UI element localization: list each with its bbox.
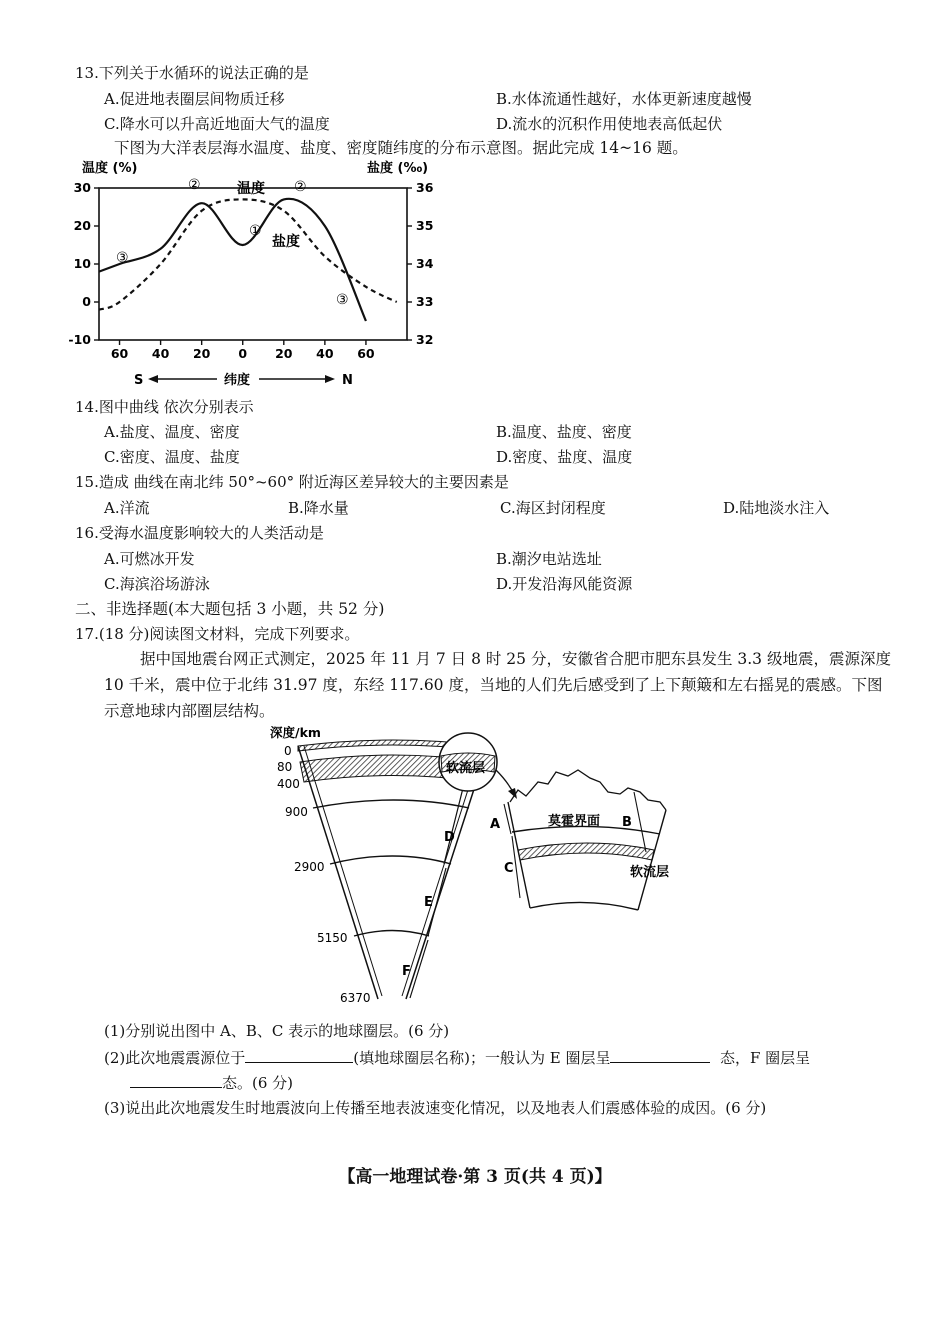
q14-option-a[interactable]: A.盐度、温度、密度 xyxy=(104,423,240,441)
marker-2-right: ② xyxy=(294,179,307,195)
right-tick-label: 36 xyxy=(416,180,434,195)
bracket-b-line xyxy=(634,792,646,852)
depth-400: 400 xyxy=(277,777,300,791)
depth-6370: 6370 xyxy=(340,991,371,1005)
marker-3-left: ③ xyxy=(116,250,129,266)
q17-sub2-part1: (2)此次地震震源位于 xyxy=(104,1049,246,1067)
depth-2900: 2900 xyxy=(294,860,325,874)
q17-sub2-part4: 态。(6 分) xyxy=(222,1074,294,1092)
q16-option-c[interactable]: C.海滨浴场游泳 xyxy=(104,575,210,593)
left-tick-label: -10 xyxy=(68,332,91,347)
letter-c: C xyxy=(504,861,514,876)
marker-3-right: ③ xyxy=(336,292,349,308)
earth-interior-diagram xyxy=(268,722,688,1012)
depth-80: 80 xyxy=(277,760,293,774)
q16-stem: 16.受海水温度影响较大的人类活动是 xyxy=(75,524,324,542)
right-tick-label: 32 xyxy=(416,332,434,347)
zoom-bottom-arc xyxy=(530,902,638,910)
right-axis-title: 盐度 (‰) xyxy=(367,161,429,176)
q13-option-b[interactable]: B.水体流通性越好，水体更新速度越慢 xyxy=(496,90,752,108)
q16-option-d[interactable]: D.开发沿海风能资源 xyxy=(496,575,633,593)
q17-stem: 17.(18 分)阅读图文材料，完成下列要求。 xyxy=(75,625,360,643)
q14-option-d[interactable]: D.密度、盐度、温度 xyxy=(496,448,633,466)
depth-900: 900 xyxy=(285,805,308,819)
q15-option-c[interactable]: C.海区封闭程度 xyxy=(500,499,606,517)
letter-b: B xyxy=(622,815,632,830)
q17-sub2-cont xyxy=(130,1072,293,1093)
q14-option-c[interactable]: C.密度、温度、盐度 xyxy=(104,448,240,466)
right-tick-label: 34 xyxy=(416,256,434,271)
zoom-asthenosphere-band xyxy=(518,843,654,860)
left-tick-label: 10 xyxy=(73,256,91,271)
boundary-2900 xyxy=(330,856,451,864)
left-tick-label: 30 xyxy=(73,180,91,195)
q14-option-b[interactable]: B.温度、盐度、密度 xyxy=(496,423,632,441)
bracket-f-line xyxy=(410,940,428,998)
x-label-n: N xyxy=(342,373,353,388)
label-asthenosphere: 软流层 xyxy=(446,761,486,776)
depth-5150: 5150 xyxy=(317,931,348,945)
section-2-heading: 二、非选择题(本大题包括 3 小题，共 52 分) xyxy=(75,600,385,618)
q13-option-c[interactable]: C.降水可以升高近地面大气的温度 xyxy=(104,115,330,133)
x-tick-label: 40 xyxy=(151,346,170,361)
q16-option-b[interactable]: B.潮汐电站选址 xyxy=(496,550,602,568)
arrow-left-head xyxy=(148,375,158,383)
x-tick-label: 20 xyxy=(192,346,211,361)
q17-sub3: (3)说出此次地震发生时地震波向上传播至地表波速变化情况，以及地表人们震感体验的成因。(6 分) xyxy=(104,1099,767,1117)
letter-a: A xyxy=(490,817,501,832)
curve-label-temperature: 温度 xyxy=(237,181,265,197)
dashed-curve-temperature xyxy=(99,199,397,309)
letter-d: D xyxy=(444,830,455,845)
depth-title: 深度/km xyxy=(270,725,321,740)
answer-blank-e-layer[interactable] xyxy=(610,1047,710,1063)
letter-f: F xyxy=(402,964,411,979)
x-tick-label: 20 xyxy=(275,346,293,361)
q17-sub2 xyxy=(104,1047,810,1068)
answer-blank-hypocenter-layer[interactable] xyxy=(245,1047,353,1063)
q16-option-a[interactable]: A.可燃冰开发 xyxy=(104,550,195,568)
right-tick-label: 35 xyxy=(416,218,434,233)
q15-option-b[interactable]: B.降水量 xyxy=(288,499,349,517)
marker-1: ① xyxy=(249,223,262,239)
label-asthenosphere-2: 软流层 xyxy=(630,865,670,880)
q15-option-d[interactable]: D.陆地淡水注入 xyxy=(723,499,830,517)
depth-0: 0 xyxy=(284,744,292,758)
marker-2-left: ② xyxy=(188,177,201,193)
q17-material: 据中国地震台网正式测定，2025 年 11 月 7 日 8 时 25 分，安徽省合肥市肥东县发生 3.3 级地震，震源深度 10 千米，震中位于北纬 31.97 度，东经 117.60 度，当地的人们先后感受到了上下颠簸和左右摇晃的震感。下图示意地球内部圈层结构。 xyxy=(104,650,891,720)
q14-stem: 14.图中曲线 依次分别表示 xyxy=(75,398,254,416)
arrow-right-head xyxy=(325,375,335,383)
label-moho: 莫霍界面 xyxy=(548,814,601,829)
q14-intro: 下图为大洋表层海水温度、盐度、密度随纬度的分布示意图。据此完成 14~16 题。 xyxy=(114,139,688,157)
q17-sub2-part2: (填地球圈层名称)；一般认为 E 圈层呈 xyxy=(353,1049,611,1067)
x-label-latitude: 纬度 xyxy=(224,373,251,388)
x-tick-label: 60 xyxy=(110,346,129,361)
letter-e: E xyxy=(424,895,433,910)
x-tick-label: 60 xyxy=(357,346,375,361)
q15-stem: 15.造成 曲线在南北纬 50°~60° 附近海区差异较大的主要因素是 xyxy=(75,473,509,491)
q13-option-a[interactable]: A.促进地表圈层间物质迁移 xyxy=(104,90,285,108)
surface-relief xyxy=(510,770,666,810)
left-tick-label: 20 xyxy=(73,218,91,233)
left-axis-title: 温度 (%) xyxy=(82,161,138,176)
x-tick-label: 0 xyxy=(238,346,248,361)
ocean-surface-chart xyxy=(68,158,447,390)
boundary-900 xyxy=(313,800,469,808)
page-footer: 【高一地理试卷·第 3 页(共 4 页)】 xyxy=(338,1167,612,1187)
solid-curve-salinity xyxy=(99,199,366,321)
curve-label-salinity: 盐度 xyxy=(272,234,300,250)
answer-blank-f-layer[interactable] xyxy=(130,1072,222,1088)
plot-frame xyxy=(99,188,407,340)
boundary-5150 xyxy=(354,931,429,937)
q13-option-d[interactable]: D.流水的沉积作用使地表高低起伏 xyxy=(496,115,723,133)
right-tick-label: 33 xyxy=(416,294,434,309)
q15-option-a[interactable]: A.洋流 xyxy=(104,499,150,517)
x-tick-label: 40 xyxy=(316,346,334,361)
q17-sub2-part3: 态，F 圈层呈 xyxy=(720,1049,811,1067)
q17-sub1: (1)分别说出图中 A、B、C 表示的地球圈层。(6 分) xyxy=(104,1022,450,1040)
q13-stem: 13.下列关于水循环的说法正确的是 xyxy=(75,64,309,82)
left-tick-label: 0 xyxy=(82,294,91,309)
x-label-s: S xyxy=(134,373,144,388)
